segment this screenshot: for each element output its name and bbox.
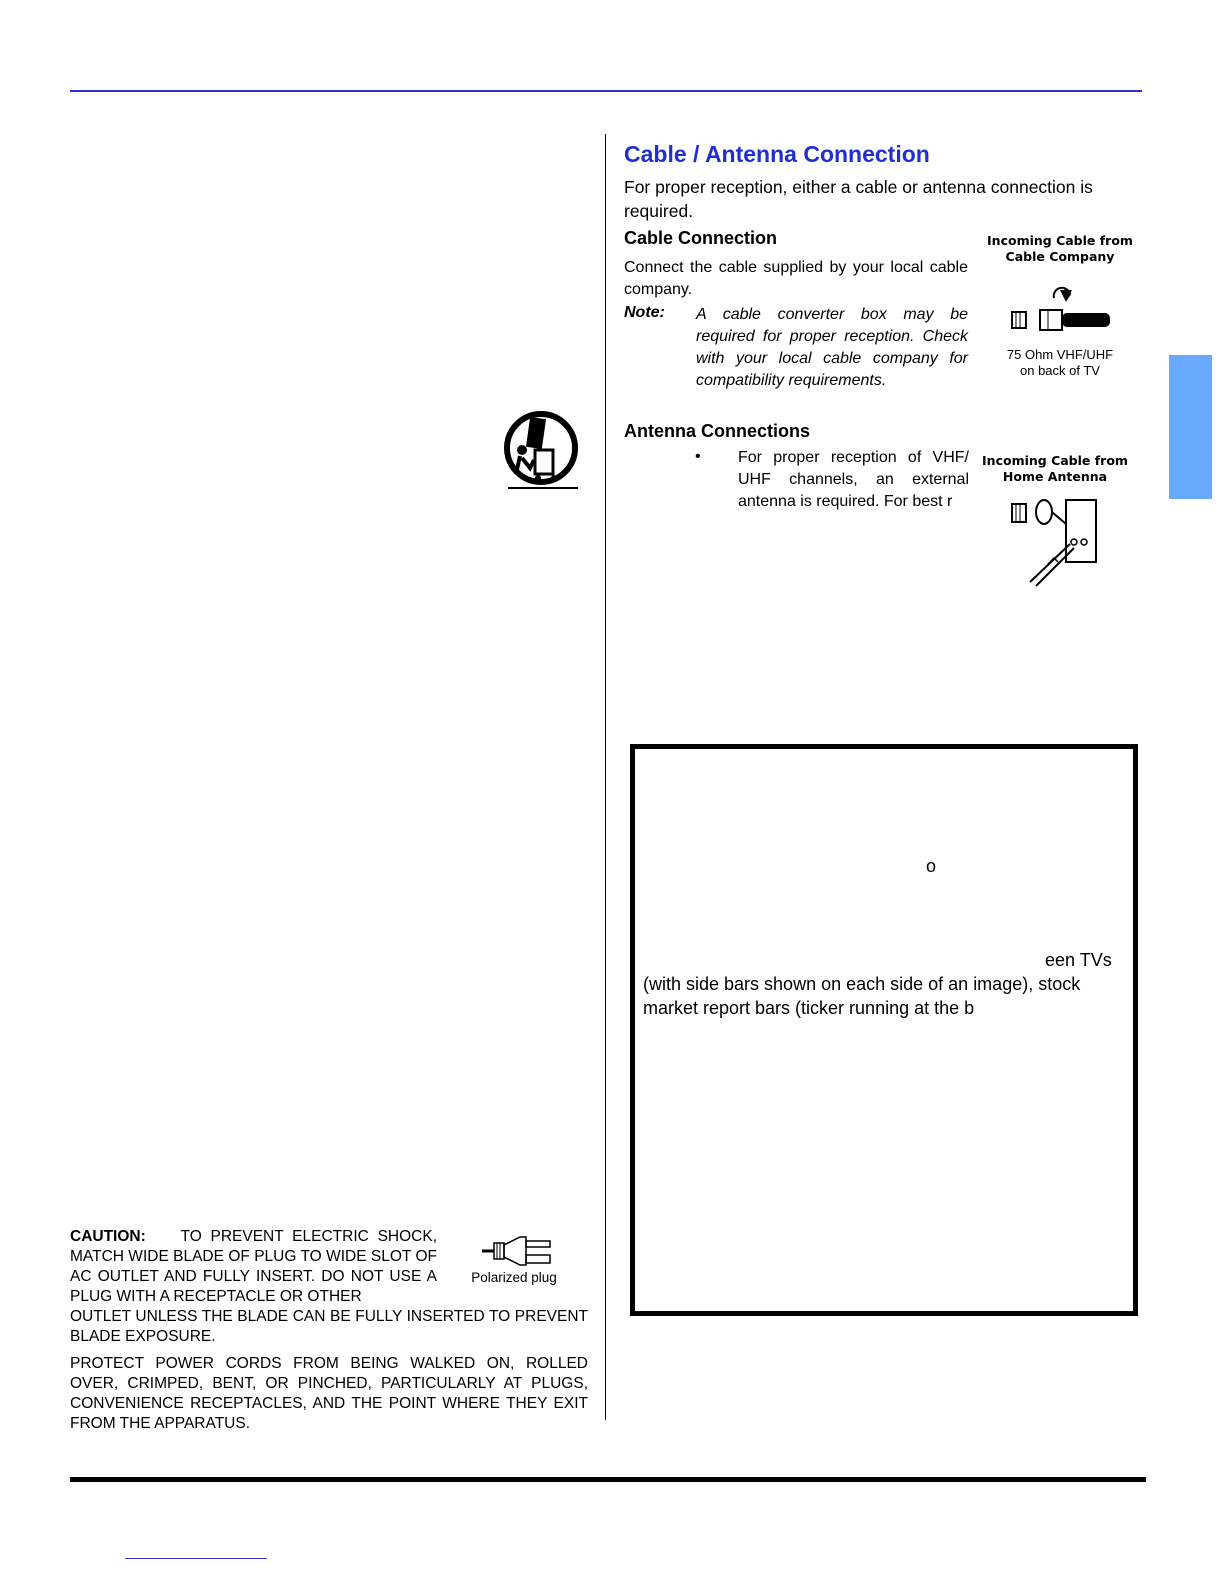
- antenna-text: For proper reception of VHF/ UHF channels, an external antenna is required. For best r: [738, 449, 969, 510]
- section-side-tab: [1169, 355, 1212, 499]
- caution-label: CAUTION:: [70, 1228, 146, 1245]
- footer-link-rule: [125, 1558, 267, 1559]
- caution-text-continued: OUTLET UNLESS THE BLADE CAN BE FULLY INSERTED TO PREVENT BLADE EXPOSURE.: [70, 1308, 588, 1345]
- note-label: Note:: [624, 304, 665, 321]
- cable-figure-title: Incoming Cable from Cable Company: [987, 233, 1133, 264]
- bottom-rule: [70, 1477, 1146, 1482]
- note-text: A cable converter box may be required for proper reception. Check with your local cable company for compatibility requirements.: [696, 306, 968, 389]
- box-fragment-line1: een TVs: [1045, 950, 1112, 970]
- box-fragment-o: o: [926, 856, 937, 876]
- column-divider: [605, 134, 606, 1420]
- cart-warning-icon: [500, 410, 582, 492]
- protect-power-cords-text: PROTECT POWER CORDS FROM BEING WALKED ON, ROLLED OVER, CRIMPED, BENT, OR PINCHED, PARTICULARLY AT PLUGS, CONVENIENCE RECEPTACLES, AND THE POINT WHERE THEY EXIT FROM THE APPARATUS.: [70, 1355, 588, 1432]
- polarized-plug-icon: [480, 1233, 558, 1269]
- page-title: Cable / Antenna Connection: [624, 141, 930, 167]
- antenna-connector-icon: [1008, 494, 1104, 588]
- caution-text: CAUTION: TO PREVENT ELECTRIC SHOCK, MATCH WIDE BLADE OF PLUG TO WIDE SLOT OF AC OUTLET AND FULLY INSERT. DO NOT USE A PLUG WITH A RECEPTACLE OR OTHER: [70, 1228, 437, 1305]
- box-fragment-line3: market report bars (ticker running at the b: [643, 998, 975, 1018]
- polarized-plug-caption: Polarized plug: [471, 1270, 557, 1285]
- antenna-connections-heading: Antenna Connections: [624, 421, 811, 441]
- cable-connection-text: Connect the cable supplied by your local cable company.: [624, 259, 968, 298]
- cable-connection-heading: Cable Connection: [624, 228, 778, 248]
- top-rule: [70, 90, 1142, 92]
- info-box: [630, 744, 1138, 1316]
- intro-text: For proper reception, either a cable or antenna connection is required.: [624, 177, 1093, 221]
- bullet: •: [695, 448, 701, 465]
- antenna-figure-title: Incoming Cable from Home Antenna: [982, 453, 1128, 484]
- cable-connector-icon: [1008, 284, 1118, 340]
- cable-figure-caption: 75 Ohm VHF/UHF on back of TV: [1006, 347, 1114, 378]
- box-fragment-line2: (with side bars shown on each side of an image), stock: [643, 974, 1081, 994]
